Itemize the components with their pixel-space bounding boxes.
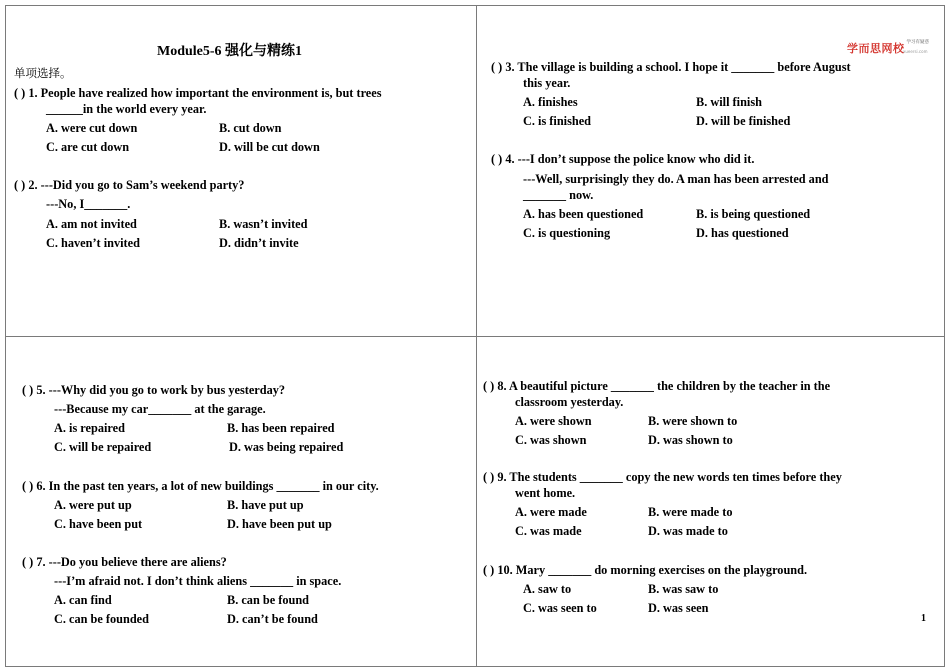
q2-option-c: C. haven’t invited [46,236,140,250]
q1-option-b: B. cut down [219,121,282,135]
q4-option-d: D. has questioned [696,226,789,240]
q4-stem-line1: ( ) 4. ---I don’t suppose the police know who did it. [491,152,755,166]
logo-tagline: 学习有疑惑 [906,40,929,45]
slide-panel-4 [476,336,945,667]
q9-option-d: D. was made to [648,524,728,538]
page-number: 1 [921,613,926,624]
q5-option-b: B. has been repaired [227,421,335,435]
q5-option-c: C. will be repaired [54,440,152,454]
q6-option-b: B. have put up [227,498,304,512]
q7-option-b: B. can be found [227,593,310,607]
q8-option-d: D. was shown to [648,433,733,447]
q4-stem-line2: ---Well, surprisingly they do. A man has been arrested and [523,172,829,186]
q6-stem-line1: ( ) 6. In the past ten years, a lot of new buildings _______ in our city. [22,479,379,493]
q9-option-a: A. were made [515,505,587,519]
q9-option-c: C. was made [515,524,582,538]
q10-stem-line1: ( ) 10. Mary _______ do morning exercises on the playground. [483,563,808,577]
slide-panel-3 [5,336,477,667]
q7-stem-line1: ( ) 7. ---Do you believe there are aliens? [22,555,227,569]
q10-option-b: B. was saw to [648,582,719,596]
q5-option-a: A. is repaired [54,421,125,435]
q2-option-b: B. wasn’t invited [219,217,308,231]
q2-stem-line1: ( ) 2. ---Did you go to Sam’s weekend party? [14,178,245,192]
slide-panel-1 [5,5,477,337]
q1-stem-line1: ( ) 1. People have realized how important the environment is, but trees [14,86,382,100]
page-title: Module5-6 强化与精练1 [157,44,303,59]
q10-option-c: C. was seen to [523,601,597,615]
q9-stem-line2: went home. [515,486,576,500]
q9-stem-line1: ( ) 9. The students _______ copy the new words ten times before they [483,470,842,484]
logo-url: xueersi.com [903,49,928,54]
q4-option-b: B. is being questioned [696,207,811,221]
q8-option-c: C. was shown [515,433,587,447]
q3-stem-line1: ( ) 3. The village is building a school. I hope it _______ before August [491,60,851,74]
q8-option-b: B. were shown to [648,414,738,428]
q8-option-a: A. were shown [515,414,592,428]
q2-stem-line2: ---No, I_______. [46,197,131,211]
q4-stem-line3: _______ now. [523,188,594,202]
q10-option-a: A. saw to [523,582,572,596]
q8-stem-line2: classroom yesterday. [515,395,624,409]
q7-option-d: D. can’t be found [227,612,318,626]
q3-option-c: C. is finished [523,114,591,128]
q3-option-d: D. will be finished [696,114,791,128]
q5-option-d: D. was being repaired [229,440,344,454]
q3-option-b: B. will finish [696,95,762,109]
q9-option-b: B. were made to [648,505,733,519]
q10-option-d: D. was seen [648,601,709,615]
q6-option-d: D. have been put up [227,517,332,531]
q2-option-a: A. am not invited [46,217,137,231]
q6-option-a: A. were put up [54,498,132,512]
slide-panel-2 [476,5,945,337]
q5-stem-line2: ---Because my car_______ at the garage. [54,402,266,416]
q7-option-c: C. can be founded [54,612,149,626]
xueersi-logo [847,39,929,57]
q3-option-a: A. finishes [523,95,578,109]
q4-option-a: A. has been questioned [523,207,644,221]
q1-stem-line2: ______in the world every year. [46,102,207,116]
logo-name: 学而思网校 [847,42,905,55]
section-heading: 单项选择。 [14,66,72,80]
q5-stem-line1: ( ) 5. ---Why did you go to work by bus yesterday? [22,383,286,397]
q7-stem-line2: ---I’m afraid not. I don’t think aliens _______ in space. [54,574,342,588]
q7-option-a: A. can find [54,593,112,607]
q1-option-c: C. are cut down [46,140,130,154]
q4-option-c: C. is questioning [523,226,611,240]
q1-option-d: D. will be cut down [219,140,320,154]
q2-option-d: D. didn’t invite [219,236,299,250]
q1-option-a: A. were cut down [46,121,138,135]
q6-option-c: C. have been put [54,517,143,531]
q3-stem-line2: this year. [523,76,571,90]
q8-stem-line1: ( ) 8. A beautiful picture _______ the children by the teacher in the [483,379,831,393]
